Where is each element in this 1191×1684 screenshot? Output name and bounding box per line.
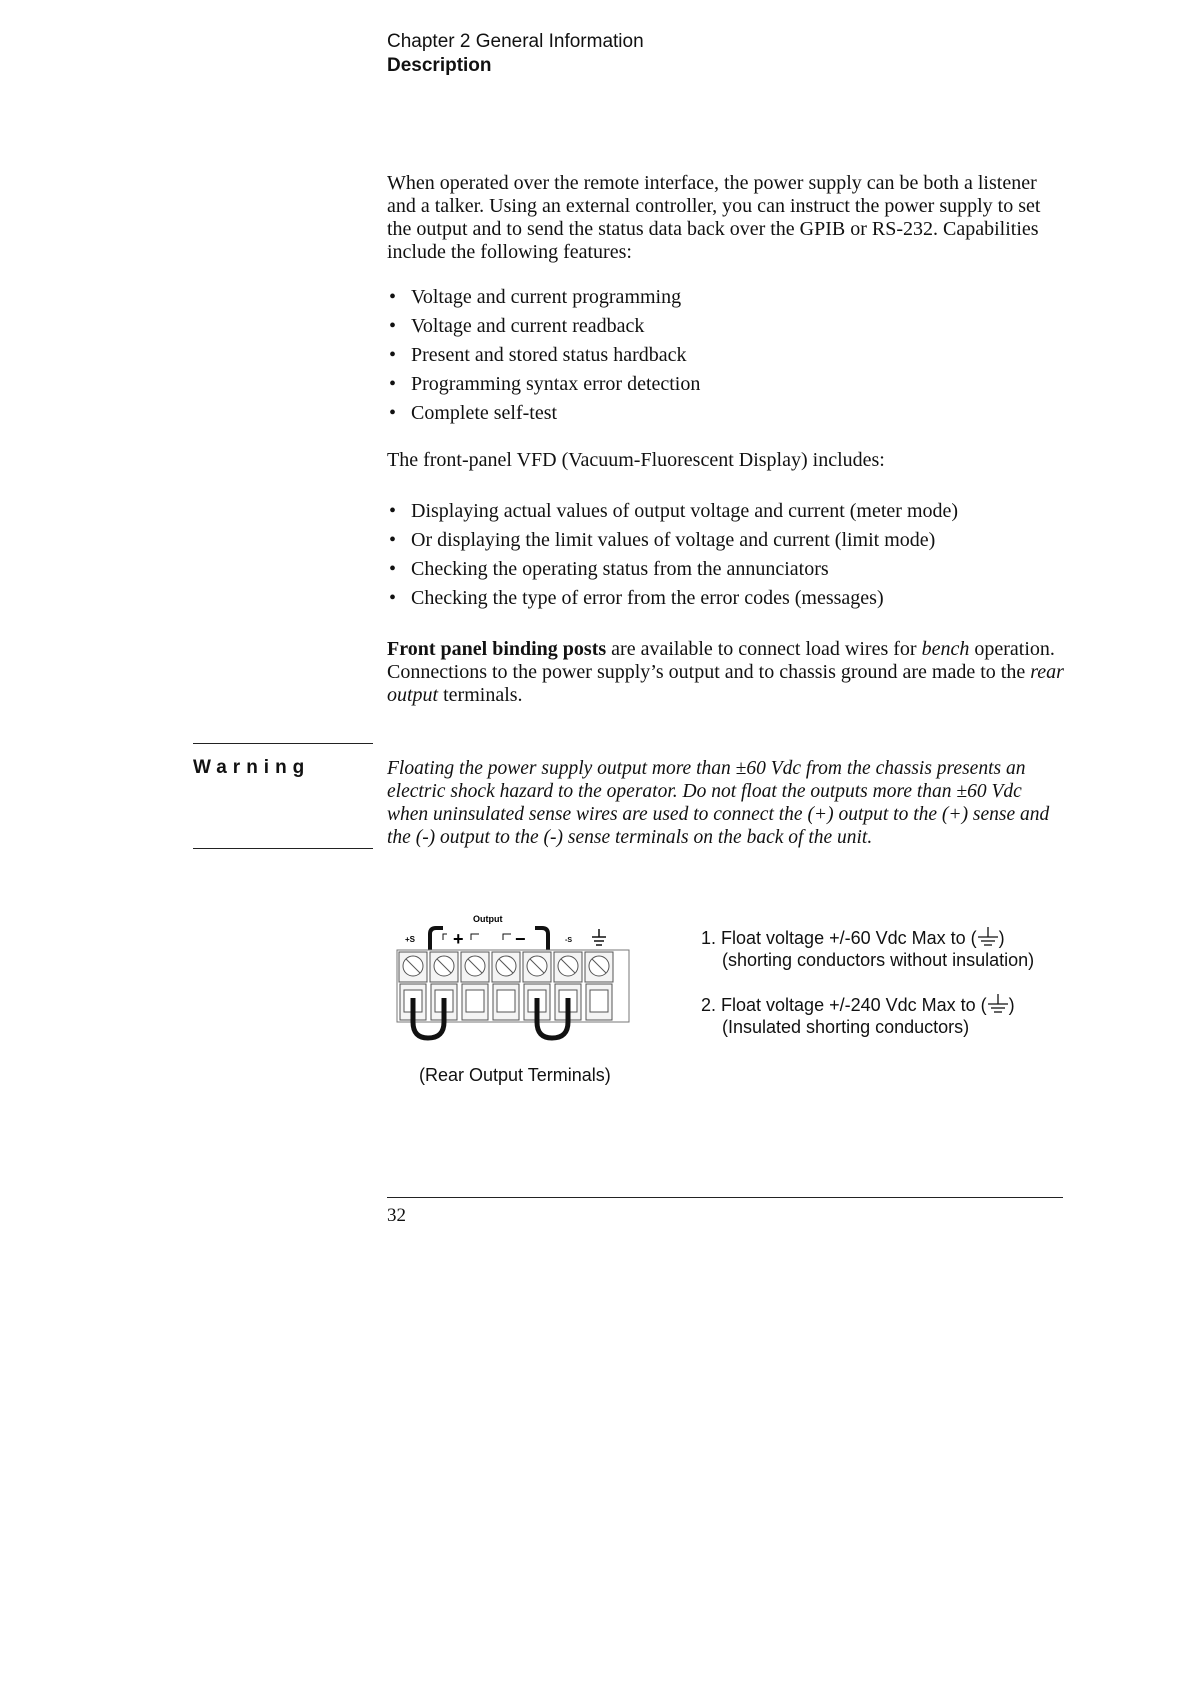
list-item: • Or displaying the limit values of voltage and current (limit mode) bbox=[387, 526, 1067, 555]
vfd-list-block bbox=[387, 497, 1067, 613]
list-item: • Present and stored status hardback bbox=[387, 341, 1067, 370]
list-item: • Complete self-test bbox=[387, 399, 1067, 428]
binding-italic: rear output bbox=[387, 661, 1064, 706]
chapter-title: Chapter 2 General Information bbox=[387, 31, 644, 52]
warning-text: Floating the power supply output more than ±60 Vdc from the chassis presents an electric shock hazard to the operator. Do not float the outputs more than ±60 Vdc when uninsulated sense wires are used to connect the (+) output to the (+) sense and the (-) output to the (-) sense terminals on the back of the unit. bbox=[387, 758, 1050, 848]
features-block bbox=[387, 283, 1067, 428]
footer-rule bbox=[387, 1197, 1063, 1198]
page-number: 32 bbox=[387, 1205, 406, 1226]
list-item: • Displaying actual values of output voltage and current (meter mode) bbox=[387, 497, 1067, 526]
float-voltage-notes bbox=[701, 926, 1034, 1060]
diagram-caption: (Rear Output Terminals) bbox=[419, 1065, 611, 1085]
body-intro bbox=[387, 172, 1067, 264]
note-text: 1. Float voltage +/-60 Vdc Max to ( bbox=[701, 928, 977, 948]
binding-text: are available to connect load wires for bbox=[606, 638, 922, 660]
note-text: ) bbox=[1008, 995, 1015, 1015]
binding-italic: bench bbox=[921, 638, 970, 660]
terminal-screws bbox=[399, 952, 613, 1020]
terminal-screw-icon bbox=[585, 952, 613, 1020]
binding-text: terminals. bbox=[438, 684, 523, 706]
binding-block bbox=[387, 638, 1067, 707]
list-item: • Checking the type of error from the error codes (messages) bbox=[387, 584, 1067, 613]
binding-paragraph bbox=[387, 638, 1067, 707]
warning-top-rule bbox=[193, 743, 373, 744]
plus-s-label: +S bbox=[405, 935, 416, 944]
list-item: • Checking the operating status from the annunciators bbox=[387, 555, 1067, 584]
note-subtext: (shorting conductors without insulation) bbox=[722, 950, 1035, 970]
note-text: ) bbox=[998, 928, 1005, 948]
minus-s-label: -S bbox=[565, 937, 572, 944]
chassis-ground-icon bbox=[592, 929, 606, 945]
ground-icon bbox=[987, 993, 1009, 1015]
output-label: Output bbox=[473, 914, 503, 924]
list-item: • Voltage and current programming bbox=[387, 283, 1067, 312]
note-item bbox=[701, 926, 1034, 971]
warning-bottom-rule bbox=[193, 848, 373, 849]
page-header bbox=[387, 30, 644, 78]
section-title: Description bbox=[387, 55, 492, 76]
minus-label: − bbox=[515, 929, 526, 949]
warning-label: Warning bbox=[193, 757, 311, 778]
terminal-screw-icon bbox=[492, 952, 520, 1020]
note-item bbox=[701, 993, 1034, 1038]
plus-label: + bbox=[453, 929, 464, 949]
intro-paragraph: When operated over the remote interface, the power supply can be both a listener and a talker. Using an external controller, you can instruct the power supply to set the output and to send the status data back over the GPIB or RS-232. Capabilities include the following features: bbox=[387, 172, 1041, 263]
note-subtext: (Insulated shorting conductors) bbox=[722, 1017, 970, 1037]
binding-bold: Front panel binding posts bbox=[387, 638, 607, 660]
features-list bbox=[387, 283, 1067, 428]
list-item: • Voltage and current readback bbox=[387, 312, 1067, 341]
vfd-list bbox=[387, 497, 1067, 613]
rear-output-terminals-diagram bbox=[395, 912, 635, 1052]
binding-text: operation. Connections to the power supply’s output and to chassis ground are made to the bbox=[387, 638, 1055, 683]
list-item: • Programming syntax error detection bbox=[387, 370, 1067, 399]
vfd-block bbox=[387, 449, 1067, 472]
terminal-screw-icon bbox=[461, 952, 489, 1020]
vfd-intro: The front-panel VFD (Vacuum-Fluorescent Display) includes: bbox=[387, 449, 885, 471]
note-text: 2. Float voltage +/-240 Vdc Max to ( bbox=[701, 995, 987, 1015]
ground-icon bbox=[977, 926, 999, 948]
